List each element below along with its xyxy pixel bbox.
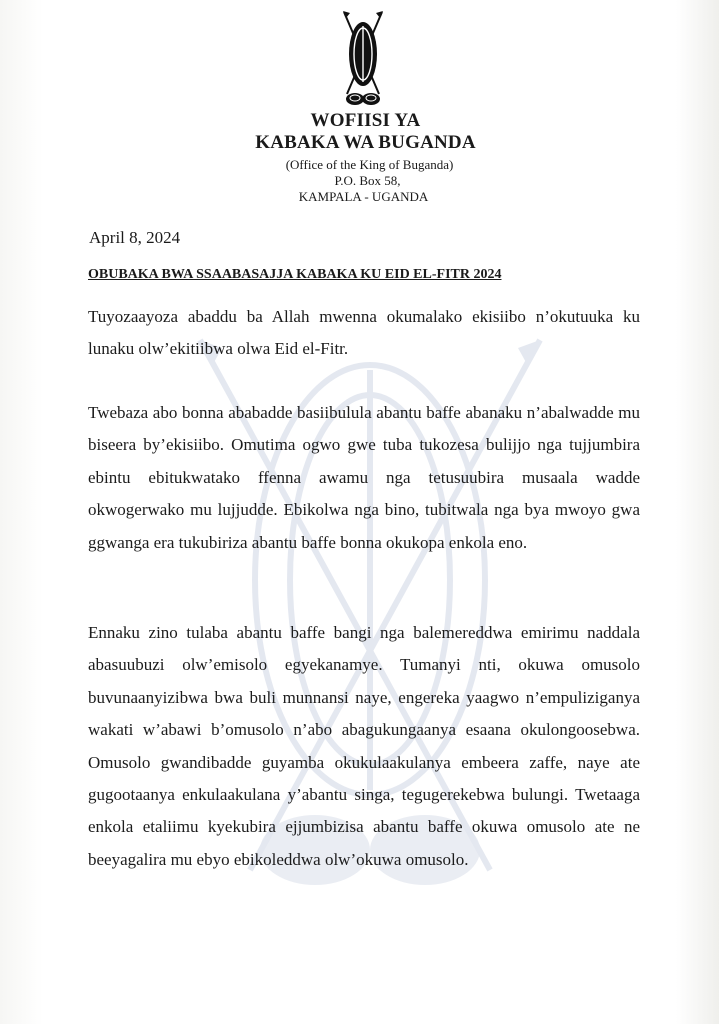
paragraph-2: Twebaza abo bonna ababadde basiibulula abantu baffe abanaku n’abalwadde mu biseera by’ekisiibo. Omutima ogwo gwe tuba tukozesa bulijjo nga tujjumbira ebintu ebitukwatako ffenna awamu nga tetusuubira musaala wadde okwogerwako mu lujjudde. Ebikolwa nga bino, tubitwala nga bya mwoyo gwa ggwanga era tukubiriza abantu baffe bonna okukopa enkola eno.: [88, 403, 640, 552]
letterhead-city: KAMPALA - UGANDA: [298, 189, 429, 204]
letterhead-po-box: P.O. Box 58,: [334, 173, 401, 188]
buganda-emblem-icon: [341, 10, 385, 108]
paragraph-1: Tuyozaayoza abaddu ba Allah mwenna okumalako ekisiibo n’okutuuka ku lunaku olw’ekitiibwa olwa Eid el-Fitr.: [88, 307, 640, 359]
letterhead-title-line2: KABAKA WA BUGANDA: [255, 132, 476, 153]
letterhead-subtitle: (Office of the King of Buganda): [285, 157, 454, 172]
letter-heading: OBUBAKA BWA SSAABASAJJA KABAKA KU EID EL-FITR 2024: [88, 267, 502, 282]
letterhead-title-line1: WOFIISI YA: [310, 110, 421, 131]
paragraph-3: Ennaku zino tulaba abantu baffe bangi nga balemereddwa emirimu naddala abasuubuzi olw’emisolo egyekanamye. Tumanyi nti, okuwa omusolo buvunaanyizibwa bwa buli munnansi naye, engereka yaagwo n’empuliziganya wakati w’abawi b’omusolo n’abo abagukungaanya esaana okulongoosebwa. Omusolo gwandibadde guyamba okukulaakulanya embeera zaffe, naye ate gugootaanya enkulaakulana y’abantu singa, tegugerekebwa bulungi. Twetaaga enkola etaliimu kyekubira ejjumbizisa abantu baffe okuwa omusolo ate ne beeyagalira mu ebyo ebikoleddwa olw’okuwa omusolo.: [88, 623, 640, 869]
letter-date: April 8, 2024: [89, 228, 181, 247]
